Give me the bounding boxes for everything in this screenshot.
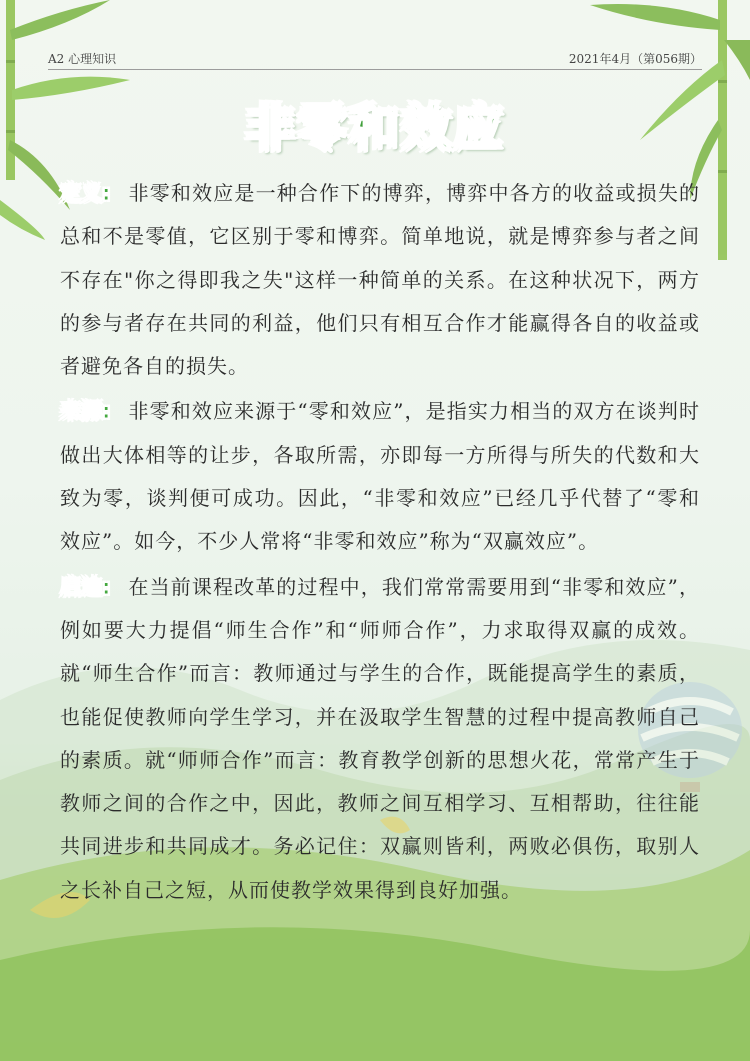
header-section-label: A2 心理知识 bbox=[48, 52, 117, 66]
header-issue-date: 2021年4月（第056期） bbox=[568, 52, 702, 66]
section-tag-inspiration: 启迪: bbox=[60, 574, 111, 599]
page-header bbox=[48, 50, 702, 70]
section-inspiration bbox=[60, 566, 700, 912]
section-text-inspiration: 在当前课程改革的过程中，我们常常需要用到“非零和效应”，例如要大力提倡“师生合作”和“师师合作”，力求取得双赢的成效。就“师生合作”而言：教师通过与学生的合作，既能提高学生的素质，也能促使教师向学生学习，并在汲取学生智慧的过程中提高教师自己的素质。就“师师合作”而言：教育教学创新的思想火花，常常产生于教师之间的合作之中，因此，教师之间互相学习、互相帮助，往往能共同进步和共同成才。务必记住：双赢则皆利，两败必俱伤，取别人之长补自己之短，从而使教学效果得到良好加强。 bbox=[60, 574, 700, 902]
section-text-definition: 非零和效应是一种合作下的博弈，博弈中各方的收益或损失的总和不是零值，它区别于零和博弈。简单地说，就是博弈参与者之间不存在"你之得即我之失"这样一种简单的关系。在这种状况下，两方的参与者存在共同的利益，他们只有相互合作才能赢得各自的收益或者避免各自的损失。 bbox=[60, 181, 700, 379]
section-text-origin: 非零和效应来源于“零和效应”，是指实力相当的双方在谈判时做出大体相等的让步，各取所需，亦即每一方所得与所失的代数和大致为零，谈判便可成功。因此，“非零和效应”已经几乎代替了“零和效应”。如今，不少人常将“非零和效应”称为“双赢效应”。 bbox=[60, 399, 700, 554]
section-tag-definition: 定义: bbox=[60, 181, 111, 205]
article-body bbox=[60, 172, 700, 914]
section-tag-origin: 来源: bbox=[60, 399, 111, 424]
section-origin bbox=[60, 390, 700, 563]
section-definition bbox=[60, 172, 700, 388]
page-title: 非零和效应 bbox=[245, 99, 505, 157]
